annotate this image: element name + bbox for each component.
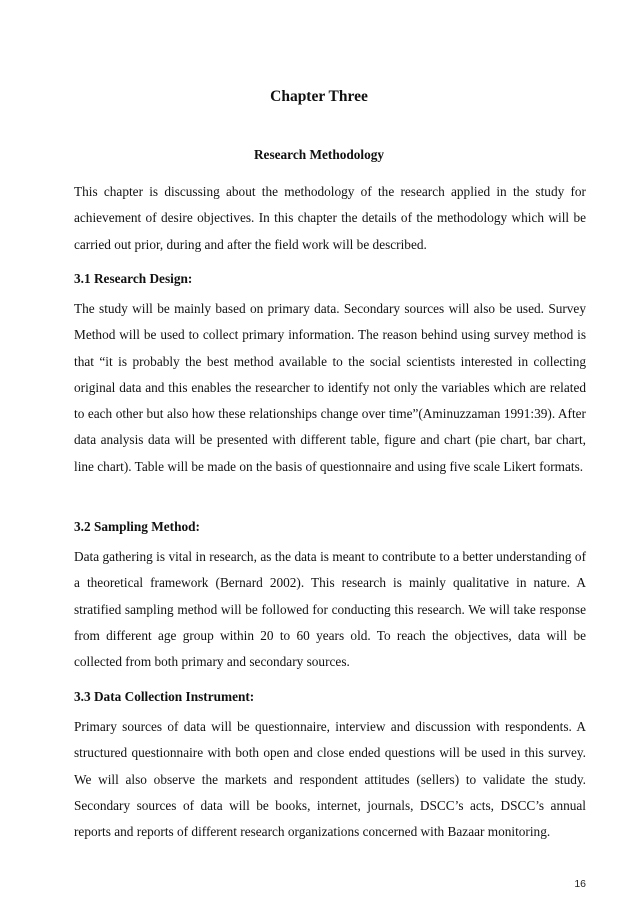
section-body-research-design: The study will be mainly based on primary data. Secondary sources will also be used. Survey Method will be used to collect primary information. The reason behind using survey method is that “it is probably the best method available to the social scientists interested in collecting original data and this enables the researcher to identify not only the variables which are related to each other but also how these relationships change over time”(Aminuzzaman 1991:39). After data analysis data will be presented with different table, figure and chart (pie chart, bar chart, line chart). Table will be made on the basis of questionnaire and using five scale Likert formats. <box>74 301 586 474</box>
section-body-sampling-method: Data gathering is vital in research, as the data is meant to contribute to a better understanding of a theoretical framework (Bernard 2002). This research is mainly qualitative in nature. A stratified sampling method will be followed for conducting this research. We will take response from different age group within 20 to 60 years old. To reach the objectives, data will be collected from both primary and secondary sources. <box>74 549 586 670</box>
section-heading-research-design: 3.1 Research Design: <box>74 271 193 286</box>
section-heading-sampling-method: 3.2 Sampling Method: <box>74 519 200 534</box>
chapter-heading: Research Methodology <box>253 147 385 162</box>
chapter-title: Chapter Three <box>270 88 368 105</box>
page-number: 16 <box>574 878 586 890</box>
section-body-data-collection: Primary sources of data will be questionnaire, interview and discussion with respondents. A structured questionnaire with both open and close ended questions will be used in this survey. We will also observe the markets and respondent attitudes (sellers) to validate the study. Secondary sources of data will be books, internet, journals, DSCC’s acts, DSCC’s annual reports and reports of different research organizations concerned with Bazaar monitoring. <box>74 719 586 840</box>
section-heading-data-collection: 3.3 Data Collection Instrument: <box>74 689 255 704</box>
intro-paragraph: This chapter is discussing about the methodology of the research applied in the study for achievement of desire objectives. In this chapter the details of the methodology which will be carried out prior, during and after the field work will be described. <box>74 184 586 252</box>
